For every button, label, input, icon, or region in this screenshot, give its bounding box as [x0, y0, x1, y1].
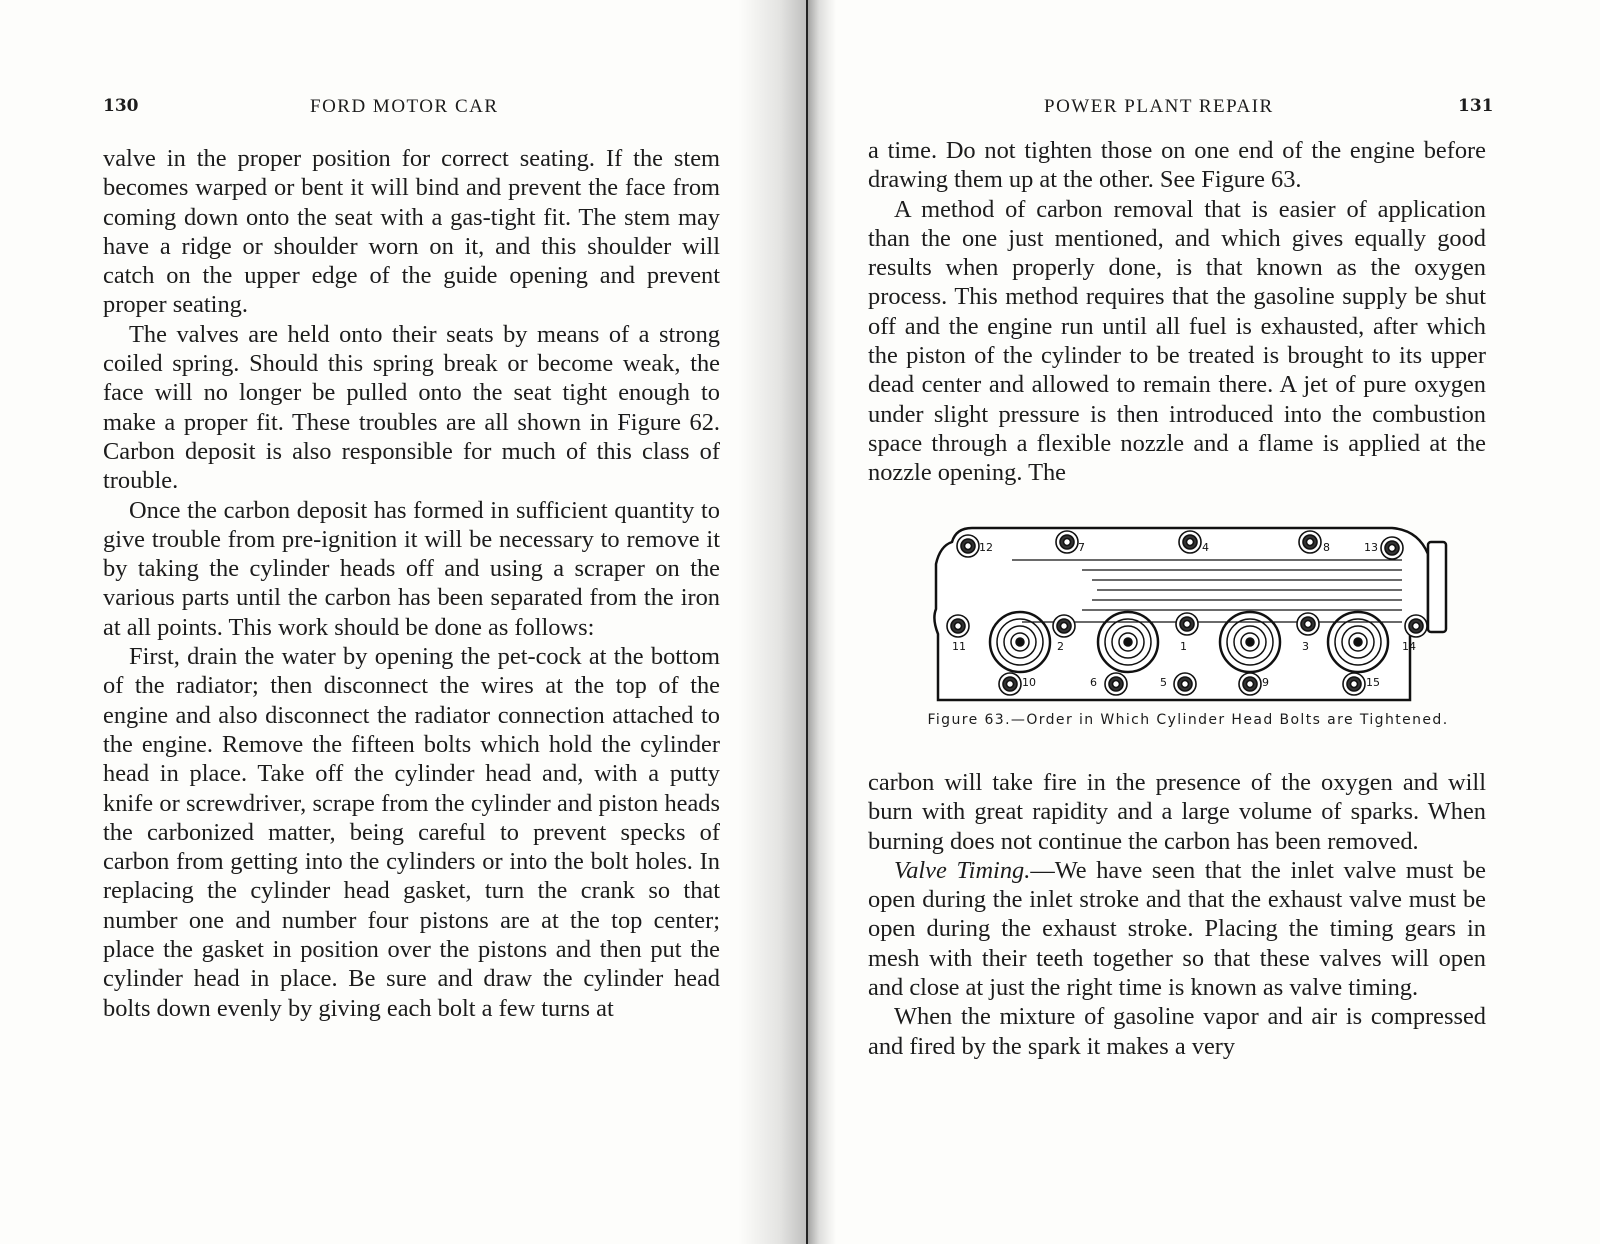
bolt-label: 4	[1202, 541, 1209, 554]
running-head: POWER PLANT REPAIR	[1044, 96, 1274, 117]
paragraph-text: —We have seen that the inlet valve must be open during the inlet stroke and that the exhaust valve must be open during the exhaust stroke. Placing the timing gears in mesh with their teeth together so that these valves will open and close at just the right time is known as valve timing.	[868, 856, 1486, 1002]
head-end-plate	[1428, 542, 1446, 632]
paragraph: Once the carbon deposit has formed in sufficient quantity to give trouble from pre-ignition it will be necessary to remove it by taking the cylinder heads off and using a scraper on the various parts until the carbon has been separated from the iron at all points. This work should be done as follows:	[103, 496, 720, 641]
right-page	[808, 0, 1600, 1244]
bolt-marker	[1064, 539, 1071, 546]
bolt-label: 7	[1078, 541, 1085, 554]
spark-plug-boss-ring	[1016, 638, 1024, 646]
bolt-marker	[955, 623, 962, 630]
section-heading: Valve Timing.	[894, 856, 1031, 884]
paragraph: When the mixture of gasoline vapor and air is compressed and fired by the spark it makes a very	[868, 1003, 1486, 1060]
bolt-marker	[1187, 539, 1194, 546]
bolt-marker	[1389, 545, 1396, 552]
bolt-marker	[1413, 623, 1420, 630]
bolt-label: 5	[1160, 676, 1167, 689]
bolt-marker	[1305, 621, 1312, 628]
bolt-label: 6	[1090, 676, 1097, 689]
paragraph: carbon will take fire in the presence of the oxygen and will burn with great rapidity and a large volume of sparks. When burning does not continue the carbon has been removed.	[868, 769, 1486, 855]
bolt-label: 13	[1364, 541, 1378, 554]
bolt-label: 15	[1366, 676, 1380, 689]
bolt-marker	[1182, 681, 1189, 688]
bolt-marker	[1247, 681, 1254, 688]
bolt-marker	[965, 543, 972, 550]
running-head: FORD MOTOR CAR	[310, 96, 499, 117]
bolt-label: 12	[979, 541, 993, 554]
spark-plug-boss-ring	[1124, 638, 1132, 646]
bolt-marker	[1307, 539, 1314, 546]
bolt-label: 9	[1262, 676, 1269, 689]
bolt-label: 8	[1323, 541, 1330, 554]
spark-plug-boss-ring	[1354, 638, 1362, 646]
bolt-label: 1	[1180, 640, 1187, 653]
paragraph: First, drain the water by opening the pet-cock at the bottom of the radiator; then disconnect the wires at the top of the engine and also disconnect the radiator connection attached to the engine. Remove the fifteen bolts which hold the cylinder head in place. Take off the cylinder head and, with a putty knife or screwdriver, scrape from the cylinder and piston heads the carbonized matter, being careful to prevent specks of carbon from getting into the cylinders or into the bolt holes. In replacing the cylinder head gasket, turn the crank so that number one and number four pistons are at the top center; place the gasket in position over the pistons and then put the cylinder head in place. Be sure and draw the cylinder head bolts down evenly by giving each bolt a few turns at	[103, 643, 720, 1022]
paragraph: valve in the proper position for correct seating. If the stem becomes warped or bent it will bind and prevent the face from coming down onto the seat with a gas-tight fit. The stem may have a ridge or shoulder worn on it, and this shoulder will catch on the upper edge of the guide opening and prevent proper seating.	[103, 145, 720, 319]
paragraph: a time. Do not tighten those on one end of the engine before drawing them up at the other. See Figure 63.	[868, 137, 1486, 194]
bolt-label: 10	[1022, 676, 1036, 689]
bolt-label: 3	[1302, 640, 1309, 653]
bolt-marker	[1113, 681, 1120, 688]
bolt-marker	[1007, 681, 1014, 688]
bolt-label: 14	[1402, 640, 1416, 653]
gutter-shadow	[738, 0, 808, 1244]
bolt-marker	[1184, 621, 1191, 628]
page-number: 131	[1458, 96, 1494, 116]
gutter-shadow	[808, 0, 836, 1244]
paragraph: A method of carbon removal that is easier of application than the one just mentioned, and which gives equally good results when properly done, is that known as the oxygen process. This method requires that the gasoline supply be shut off and the engine run until all fuel is exhausted, after which the piston of the cylinder to be treated is brought to its upper dead center and allowed to remain there. A jet of pure oxygen under slight pressure is then introduced into the combustion space through a flexible nozzle and a flame is applied at the nozzle opening. The	[868, 195, 1486, 487]
paragraph: The valves are held onto their seats by means of a strong coiled spring. Should this spring break or become weak, the face will no longer be pulled onto the seat tight enough to make a proper fit. These troubles are all shown in Figure 62. Carbon deposit is also responsible for much of this class of trouble.	[103, 320, 720, 495]
body-text-bottom	[868, 768, 1486, 1061]
valve-timing-paragraph	[868, 856, 1486, 1002]
body-text	[103, 144, 720, 1023]
spark-plug-boss-ring	[1246, 638, 1254, 646]
bolt-marker	[1351, 681, 1358, 688]
body-text-top	[868, 136, 1486, 488]
bolt-label: 2	[1057, 640, 1064, 653]
bolt-marker	[1061, 623, 1068, 630]
page-number: 130	[103, 96, 139, 116]
bolt-label: 11	[952, 640, 966, 653]
cylinder-head-bolt-diagram	[932, 524, 1456, 712]
figure-caption: Figure 63.—Order in Which Cylinder Head Bolts are Tightened.	[927, 712, 1449, 728]
